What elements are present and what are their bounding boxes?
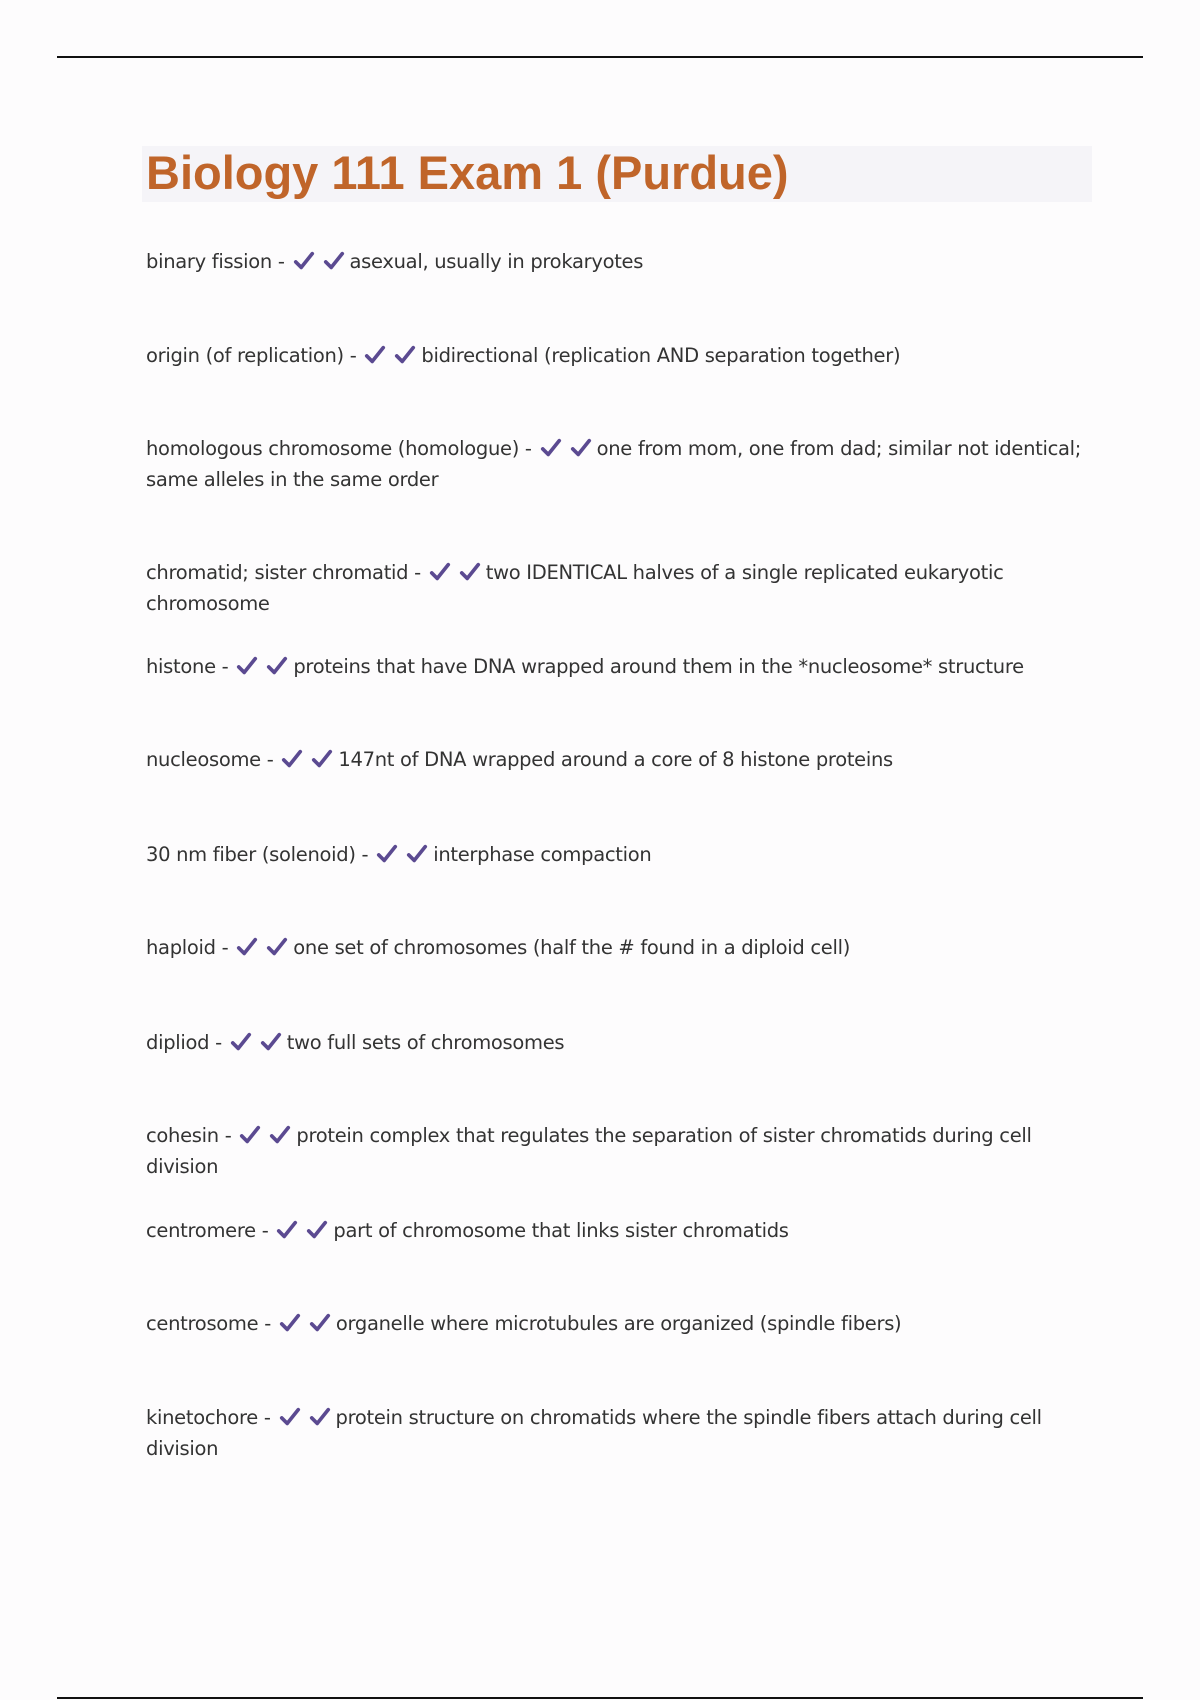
entry-definition: protein structure on chromatids where the spindle fibers attach during cell division — [146, 1406, 1042, 1460]
entry-separator: - — [215, 655, 235, 678]
entry-term: histone — [146, 655, 216, 678]
checkmark-icon — [309, 1312, 331, 1334]
checkmark-icon — [406, 843, 428, 865]
entry-definition: interphase compaction — [433, 843, 652, 866]
checkmark-icon — [293, 250, 315, 272]
entry-separator: - — [355, 843, 375, 866]
entry-term: origin (of replication) — [146, 344, 344, 367]
flashcard-entry — [146, 340, 1086, 371]
flashcard-entry — [146, 744, 1086, 775]
flashcard-entry — [146, 1120, 1086, 1182]
checkmark-icon — [323, 250, 345, 272]
bottom-divider — [57, 1697, 1143, 1699]
flashcard-entry — [146, 246, 1086, 277]
checkmark-icon — [276, 1219, 298, 1241]
flashcard-entry — [146, 1402, 1086, 1464]
entry-definition: one from mom, one from dad; similar not identical; same alleles in the same order — [146, 437, 1082, 491]
entry-separator: - — [343, 344, 363, 367]
checkmark-icon — [429, 561, 451, 583]
document-title: Biology 111 Exam 1 (Purdue) — [146, 146, 789, 199]
entry-term: binary fission — [146, 250, 272, 273]
flashcard-entry — [146, 1027, 1086, 1058]
entry-definition: 147nt of DNA wrapped around a core of 8 histone proteins — [338, 748, 893, 771]
checkmark-icon — [236, 936, 258, 958]
entry-definition: bidirectional (replication AND separation together) — [421, 344, 901, 367]
entry-term: dipliod — [146, 1031, 210, 1054]
entry-separator: - — [215, 936, 235, 959]
entry-separator: - — [258, 1312, 277, 1335]
checkmark-icon — [364, 344, 386, 366]
entry-definition: asexual, usually in prokaryotes — [349, 250, 644, 273]
entry-definition: one set of chromosomes (half the # found in a diploid cell) — [293, 936, 851, 959]
checkmark-icon — [230, 1031, 252, 1053]
entry-separator: - — [255, 1219, 275, 1242]
entry-term: centrosome — [146, 1312, 259, 1335]
checkmark-icon — [269, 1124, 291, 1146]
entry-definition: two full sets of chromosomes — [286, 1031, 565, 1054]
top-divider — [57, 56, 1143, 58]
flashcard-entry — [146, 651, 1086, 682]
checkmark-icon — [376, 843, 398, 865]
flashcard-entry — [146, 433, 1086, 495]
flashcard-entry — [146, 839, 1086, 870]
checkmark-icon — [260, 1031, 282, 1053]
entry-term: centromere — [146, 1219, 256, 1242]
entry-term: 30 nm fiber (solenoid) — [146, 843, 356, 866]
flashcard-entry — [146, 932, 1086, 963]
checkmark-icon — [279, 1406, 301, 1428]
flashcard-entry — [146, 1308, 1086, 1339]
entry-separator: - — [271, 250, 291, 273]
entry-separator: - — [209, 1031, 228, 1054]
entry-separator: - — [519, 437, 538, 460]
entry-separator: - — [257, 1406, 277, 1429]
checkmark-icon — [279, 1312, 301, 1334]
entry-definition: part of chromosome that links sister chromatids — [333, 1219, 789, 1242]
checkmark-icon — [540, 437, 562, 459]
entry-separator: - — [260, 748, 280, 771]
entry-term: haploid — [146, 936, 216, 959]
entry-definition: two IDENTICAL halves of a single replicated eukaryotic chromosome — [146, 561, 1004, 615]
entry-definition: organelle where microtubules are organized (spindle fibers) — [335, 1312, 902, 1335]
entry-separator: - — [408, 561, 427, 584]
checkmark-icon — [281, 748, 303, 770]
entry-term: homologous chromosome (homologue) — [146, 437, 520, 460]
entry-definition: proteins that have DNA wrapped around them in the *nucleosome* structure — [293, 655, 1024, 678]
entry-term: chromatid; sister chromatid — [146, 561, 409, 584]
checkmark-icon — [266, 936, 288, 958]
entry-term: cohesin — [146, 1124, 219, 1147]
checkmark-icon — [459, 561, 481, 583]
checkmark-icon — [394, 344, 416, 366]
checkmark-icon — [570, 437, 592, 459]
entry-definition: protein complex that regulates the separation of sister chromatids during cell division — [146, 1124, 1032, 1178]
entry-term: kinetochore — [146, 1406, 258, 1429]
checkmark-icon — [309, 1406, 331, 1428]
checkmark-icon — [266, 655, 288, 677]
checkmark-icon — [311, 748, 333, 770]
checkmark-icon — [236, 655, 258, 677]
entry-separator: - — [218, 1124, 238, 1147]
checkmark-icon — [306, 1219, 328, 1241]
entry-term: nucleosome — [146, 748, 261, 771]
checkmark-icon — [239, 1124, 261, 1146]
flashcard-entry — [146, 557, 1086, 619]
flashcard-entry — [146, 1215, 1086, 1246]
